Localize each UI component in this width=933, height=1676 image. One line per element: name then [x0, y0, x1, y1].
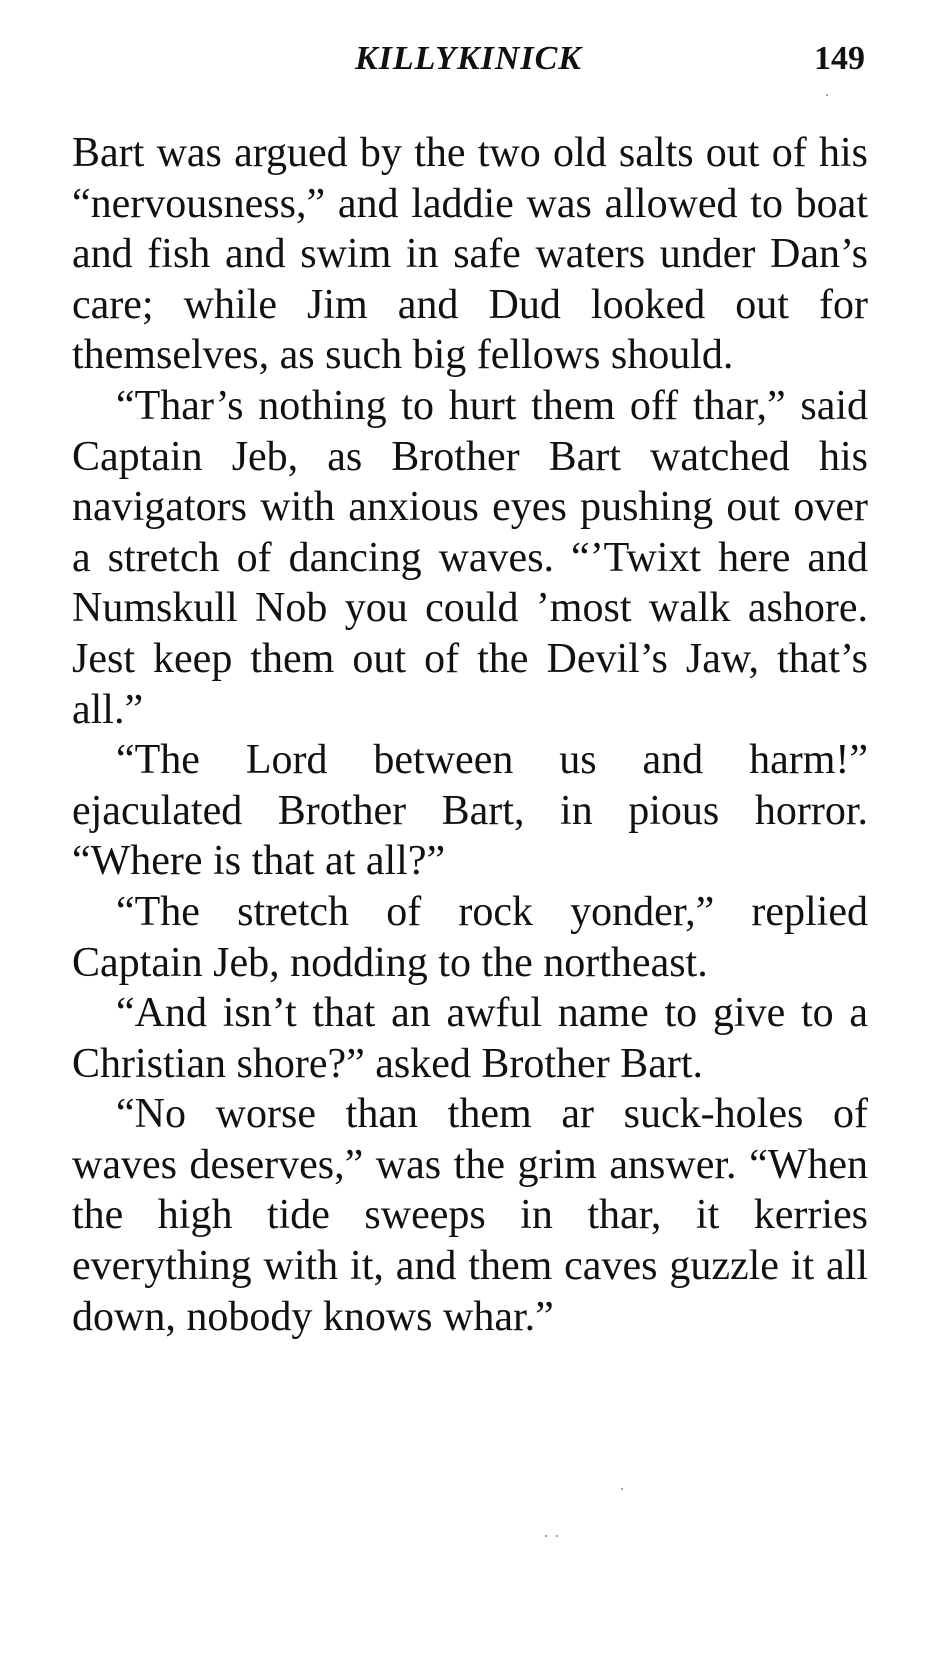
body-text: [72, 128, 868, 1342]
print-speck: [826, 94, 828, 96]
print-speck: [621, 1488, 623, 1490]
running-head: [72, 40, 865, 84]
print-speck: [545, 1535, 547, 1537]
paragraph-2: “Thar’s nothing to hurt them off thar,” said Captain Jeb, as Brother Bart watched his navigators with anxious eyes pushing out over a stretch of dancing waves. “’Twixt here and Numskull Nob you could ’most walk ashore. Jest keep them out of the Devil’s Jaw, that’s all.”: [72, 382, 868, 733]
print-speck: [556, 1535, 558, 1537]
running-title: KILLYKINICK: [354, 40, 582, 77]
paragraph-4: “The stretch of rock yonder,” replied Captain Jeb, nodding to the northeast.: [72, 888, 868, 986]
paragraph-3: “The Lord between us and harm!” ejaculated Brother Bart, in pious horror. “Where is that at all?”: [72, 737, 868, 885]
paragraph-1: Bart was argued by the two old salts out of his “nervousness,” and laddie was allowed to boat and fish and swim in safe waters under Dan’s care; while Jim and Dud looked out for themselves, as such big fellows should.: [72, 130, 868, 379]
paragraph-5: “And isn’t that an awful name to give to a Christian shore?” asked Brother Bart.: [72, 990, 868, 1087]
paragraph-6: “No worse than them ar suck-holes of waves deserves,” was the grim answer. “When the high tide sweeps in thar, it kerries everything with it, and them caves guzzle it all down, nobody knows whar.”: [72, 1091, 868, 1340]
page-number: 149: [814, 40, 865, 77]
